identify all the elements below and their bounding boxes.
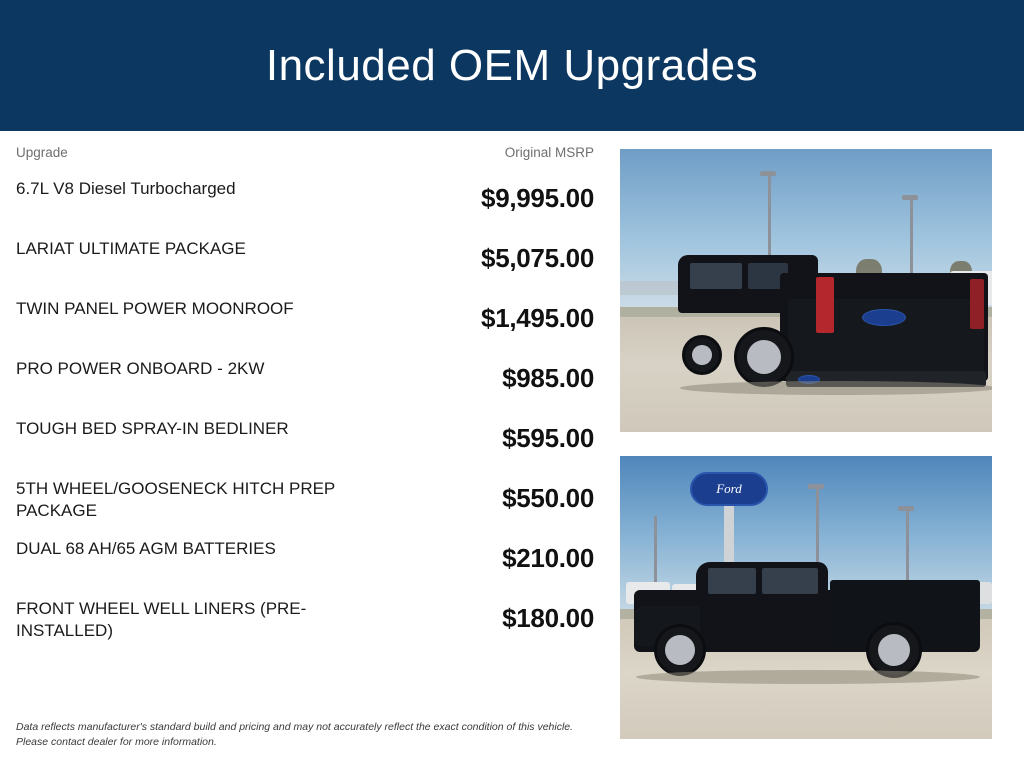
- upgrade-price: $985.00: [502, 363, 594, 393]
- upgrade-label: TOUGH BED SPRAY-IN BEDLINER: [16, 419, 289, 438]
- upgrades-table: [0, 131, 612, 768]
- cab-window: [690, 263, 742, 289]
- disclaimer-text: Data reflects manufacturer's standard build and pricing and may not accurately reflect the exact condition of this vehicle. Please contact dealer for more information.: [16, 720, 574, 748]
- taillight: [816, 277, 834, 333]
- table-row: [0, 296, 612, 356]
- rear-door-window: [762, 568, 818, 594]
- upgrade-label: PRO POWER ONBOARD - 2KW: [16, 359, 265, 378]
- wheel-rim: [747, 340, 781, 374]
- light-pole-head-icon: [898, 506, 914, 511]
- upgrade-label: DUAL 68 AH/65 AGM BATTERIES: [16, 539, 276, 558]
- building-icon: [620, 281, 680, 295]
- wheel-rim: [878, 634, 910, 666]
- column-header-upgrade: Upgrade: [16, 145, 68, 160]
- upgrade-price: $9,995.00: [481, 183, 594, 213]
- upgrade-label: FRONT WHEEL WELL LINERS (PRE-INSTALLED): [16, 599, 307, 641]
- vehicle-shadow: [680, 381, 992, 395]
- upgrade-price: $550.00: [502, 483, 594, 513]
- upgrade-label: LARIAT ULTIMATE PACKAGE: [16, 239, 246, 258]
- upgrade-label: 5TH WHEEL/GOOSENECK HITCH PREP PACKAGE: [16, 479, 335, 521]
- table-rows: [0, 176, 612, 656]
- taillight: [970, 279, 984, 329]
- vehicle-photo-gallery: [620, 149, 992, 749]
- column-header-msrp: Original MSRP: [504, 145, 594, 160]
- table-header-row: [0, 131, 612, 160]
- table-row: [0, 236, 612, 296]
- vehicle-photo-rear[interactable]: [620, 149, 992, 432]
- vehicle-photo-side[interactable]: [620, 456, 992, 739]
- upgrade-label: TWIN PANEL POWER MOONROOF: [16, 299, 294, 318]
- table-row: [0, 536, 612, 596]
- upgrade-label: 6.7L V8 Diesel Turbocharged: [16, 179, 236, 198]
- table-row: [0, 176, 612, 236]
- upgrade-price: $210.00: [502, 543, 594, 573]
- ford-dealer-sign: [690, 472, 768, 506]
- table-row: [0, 356, 612, 416]
- wheel-rim: [665, 635, 695, 665]
- table-row: [0, 476, 612, 536]
- light-pole-head-icon: [808, 484, 824, 489]
- table-row: [0, 596, 612, 656]
- table-row: [0, 416, 612, 476]
- page-header: [0, 0, 1024, 131]
- page-body: [0, 131, 1024, 768]
- ford-emblem-icon: [862, 309, 906, 326]
- light-pole-head-icon: [902, 195, 918, 200]
- upgrade-price: $1,495.00: [481, 303, 594, 333]
- upgrade-price: $595.00: [502, 423, 594, 453]
- upgrade-price: $180.00: [502, 603, 594, 633]
- dealer-sign-text: Ford: [716, 481, 742, 496]
- vehicle-shadow: [636, 670, 980, 684]
- page-title: Included OEM Upgrades: [265, 40, 759, 90]
- light-pole-head-icon: [760, 171, 776, 176]
- wheel-rim: [692, 345, 712, 365]
- front-door-window: [708, 568, 756, 594]
- upgrade-price: $5,075.00: [481, 243, 594, 273]
